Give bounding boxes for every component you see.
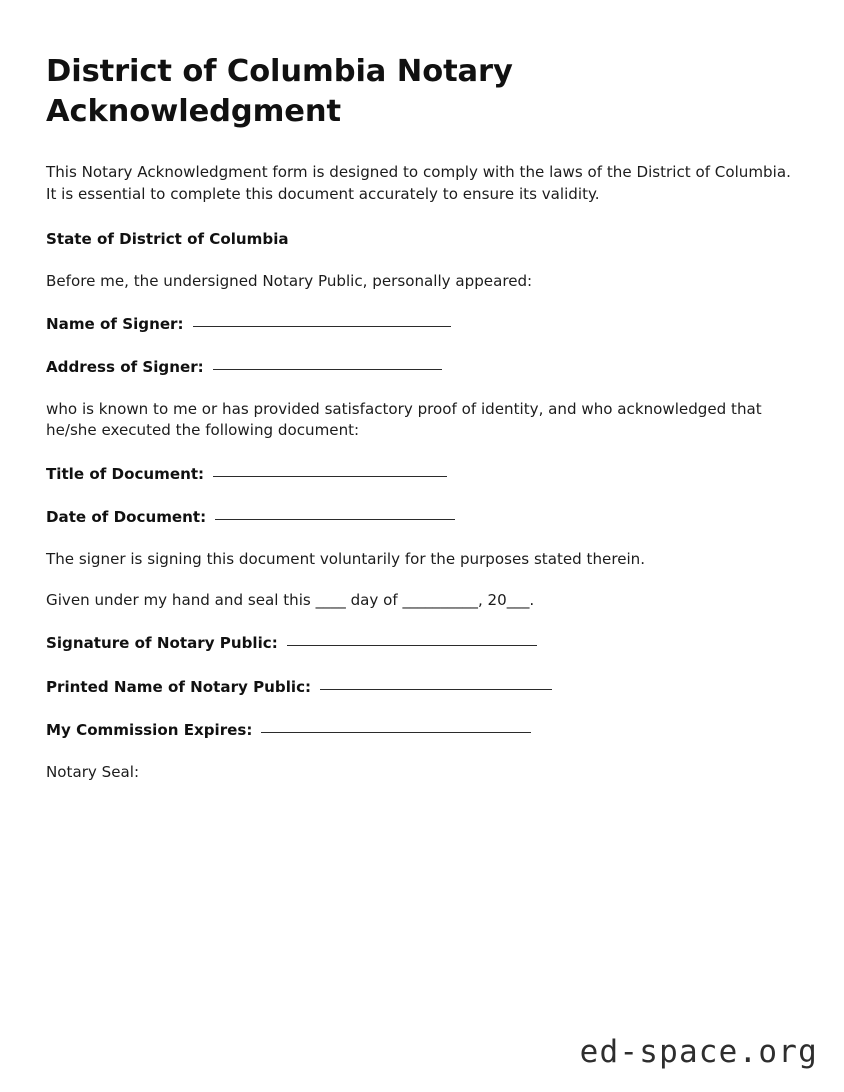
- field-rule-date-of-document[interactable]: [215, 519, 455, 520]
- field-row-title-of-document[interactable]: [46, 464, 808, 485]
- field-rule-title-of-document[interactable]: [213, 476, 447, 477]
- field-row-printed-name-of-notary-public[interactable]: [46, 677, 808, 698]
- field-label-my-commission-expires: My Commission Expires:: [46, 721, 253, 740]
- intro-paragraph: This Notary Acknowledgment form is designed to comply with the laws of the District of Columbia. It is essential to complete this document accurately to ensure its validity.: [46, 163, 791, 203]
- field-row-date-of-document[interactable]: [46, 507, 808, 528]
- page-title: District of Columbia Notary Acknowledgment: [46, 54, 513, 129]
- field-label-date-of-document: Date of Document:: [46, 508, 207, 527]
- field-label-address-of-signer: Address of Signer:: [46, 358, 204, 377]
- field-rule-address-of-signer[interactable]: [213, 369, 442, 370]
- identity-paragraph: who is known to me or has provided satisfactory proof of identity, and who acknowledged that he/she executed the following document:: [46, 399, 762, 440]
- field-label-title-of-document: Title of Document:: [46, 464, 205, 483]
- given-under-hand-line: Given under my hand and seal this ____ day of __________, 20___.: [46, 590, 535, 609]
- before-me-paragraph: Before me, the undersigned Notary Public, personally appeared:: [46, 271, 533, 290]
- field-row-my-commission-expires[interactable]: [46, 720, 808, 741]
- document-content: [46, 52, 808, 783]
- field-row-signature-of-notary-public[interactable]: [46, 633, 808, 654]
- watermark: ed-space.org: [579, 1034, 818, 1070]
- field-label-name-of-signer: Name of Signer:: [46, 314, 184, 333]
- state-heading: State of District of Columbia: [46, 230, 289, 249]
- voluntary-paragraph: The signer is signing this document voluntarily for the purposes stated therein.: [46, 549, 646, 568]
- field-rule-my-commission-expires[interactable]: [261, 732, 531, 733]
- field-rule-printed-name-of-notary-public[interactable]: [320, 689, 552, 690]
- field-row-name-of-signer[interactable]: [46, 314, 808, 335]
- field-row-address-of-signer[interactable]: [46, 357, 808, 378]
- field-rule-name-of-signer[interactable]: [193, 326, 451, 327]
- field-label-printed-name-of-notary-public: Printed Name of Notary Public:: [46, 677, 312, 696]
- field-label-signature-of-notary-public: Signature of Notary Public:: [46, 634, 278, 653]
- field-rule-signature-of-notary-public[interactable]: [287, 645, 537, 646]
- notary-seal-label: Notary Seal:: [46, 762, 140, 781]
